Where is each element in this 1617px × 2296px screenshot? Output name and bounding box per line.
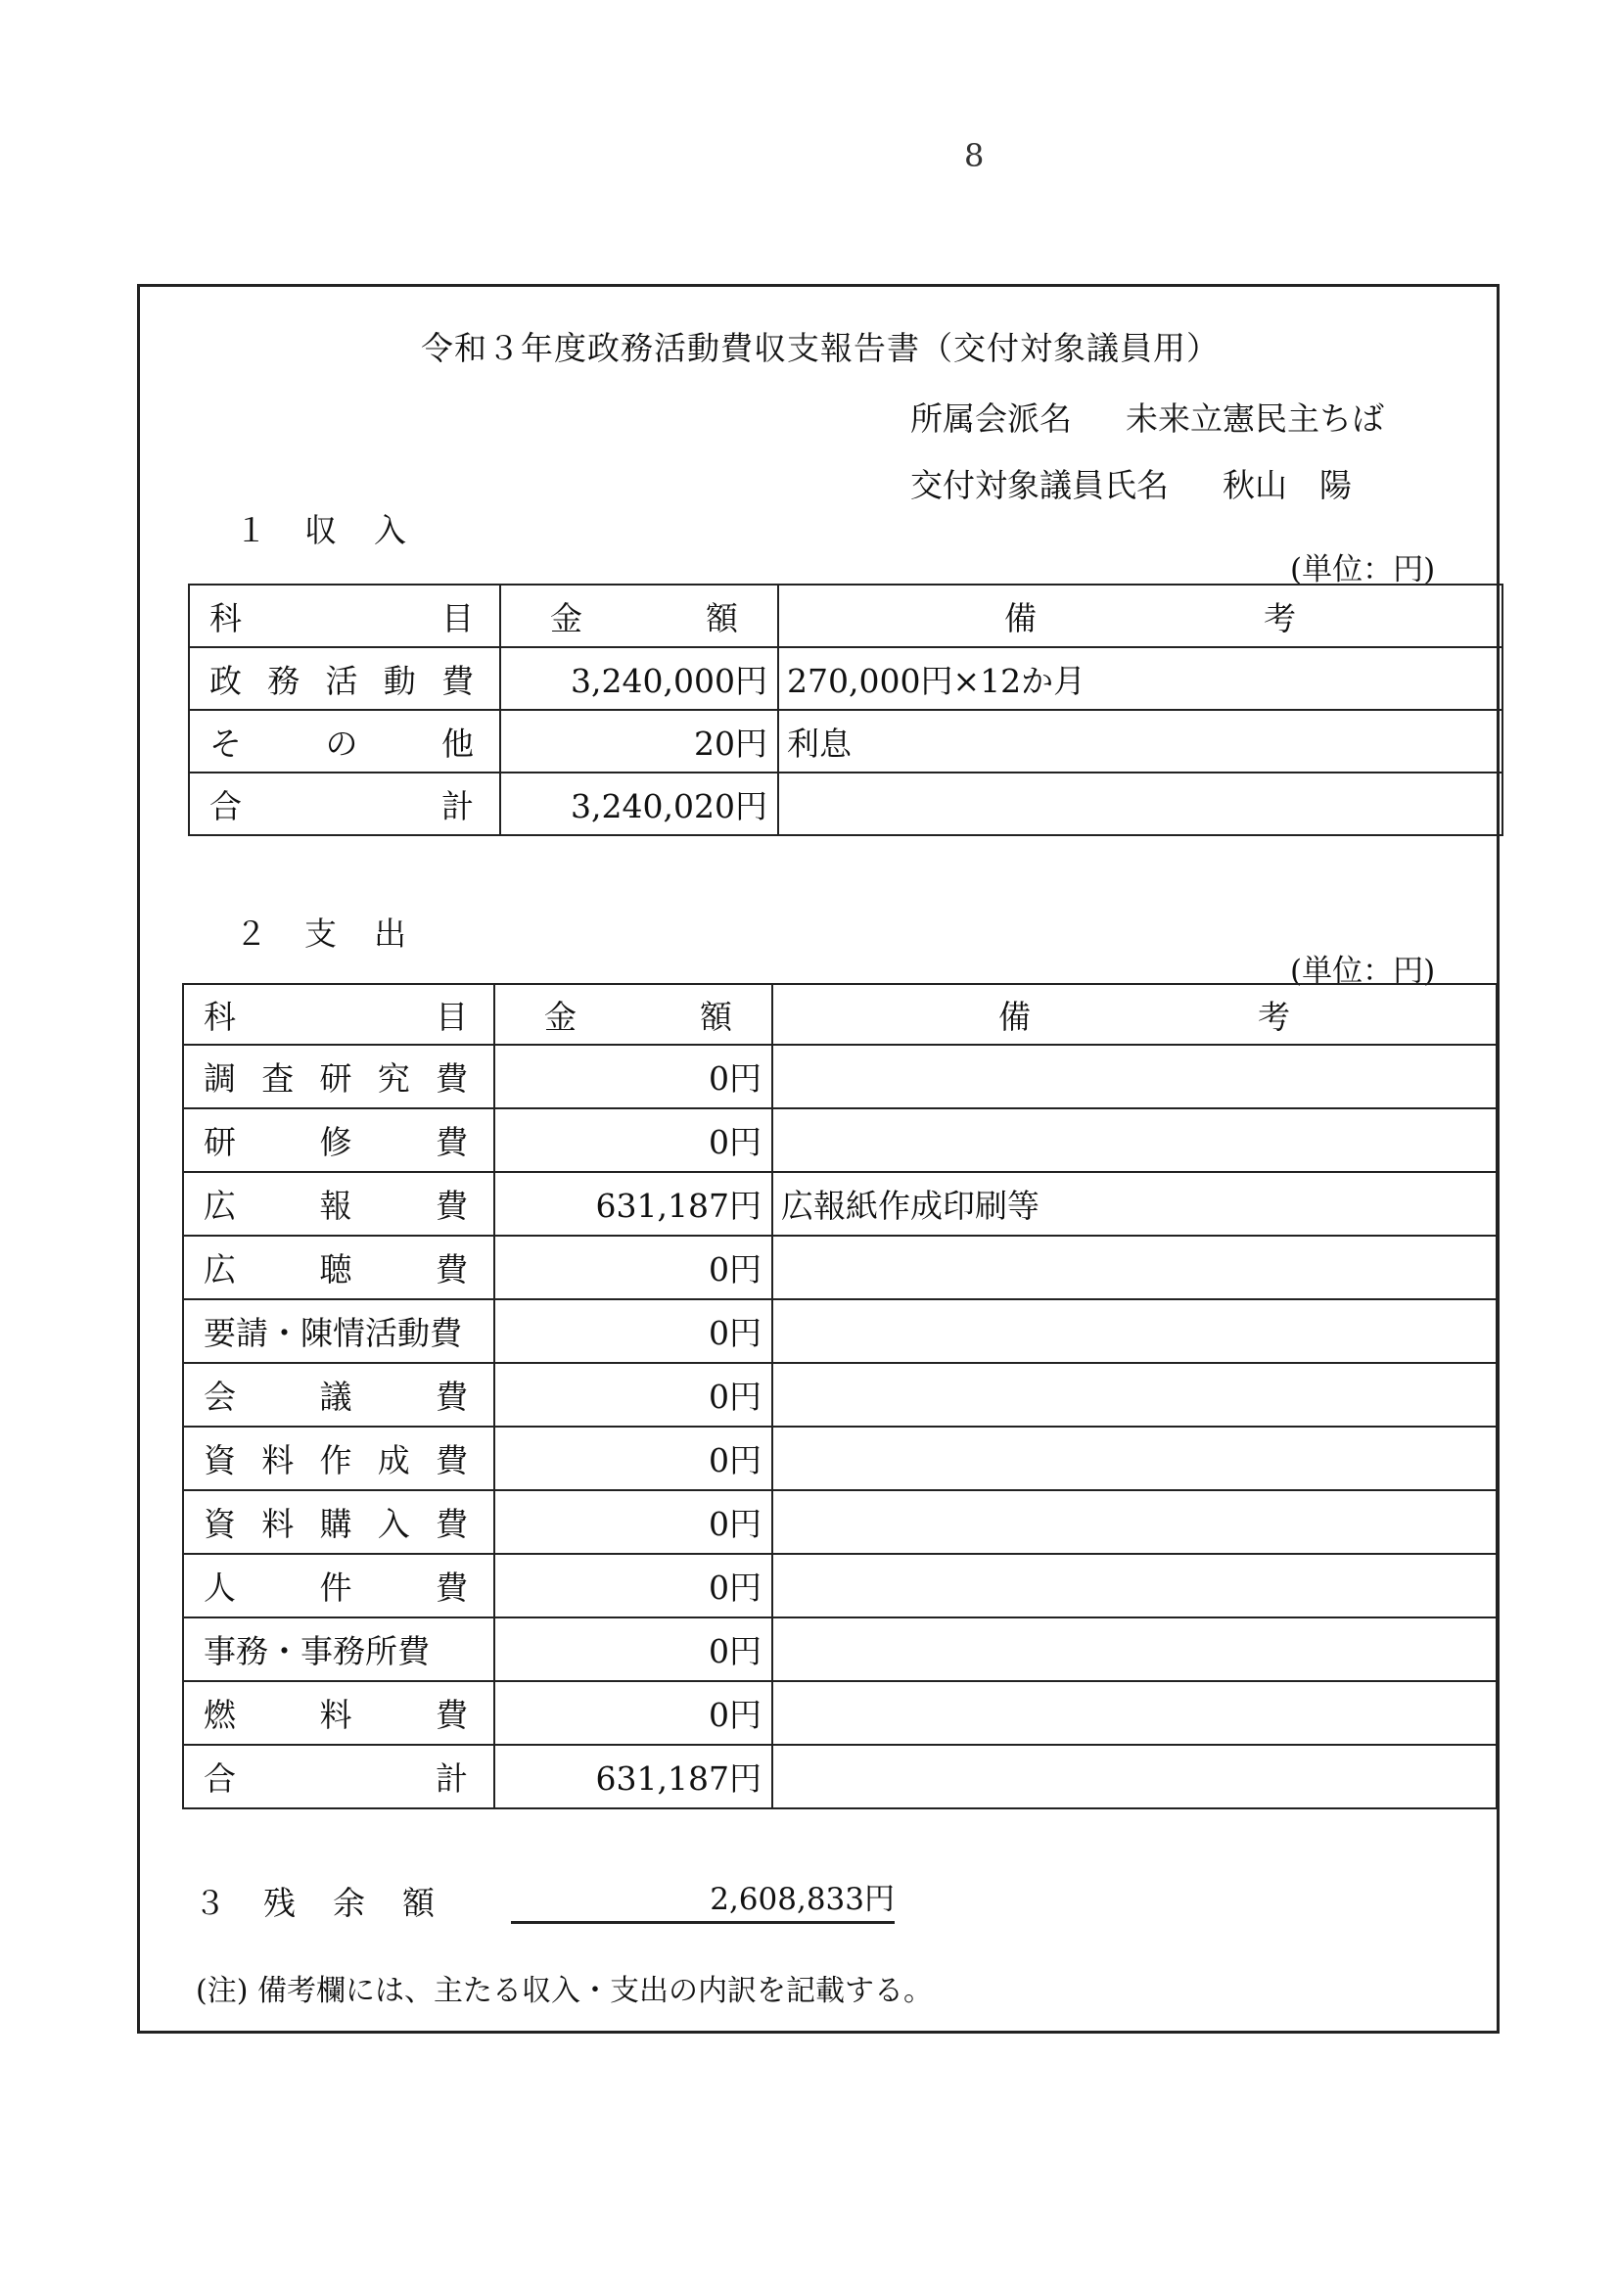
row-amount: 0円 bbox=[494, 1490, 772, 1554]
row-note bbox=[772, 1045, 1497, 1108]
row-note bbox=[772, 1681, 1497, 1745]
row-note: 270,000円×12か月 bbox=[778, 647, 1502, 710]
row-item: 事 務 ・ 事 務 所 費 bbox=[183, 1617, 494, 1681]
member-value: 秋山 陽 bbox=[1223, 466, 1352, 504]
table-row bbox=[189, 710, 1502, 773]
table-row bbox=[189, 647, 1502, 710]
row-amount: 631,187円 bbox=[494, 1172, 772, 1236]
page-mark: 8 bbox=[964, 137, 985, 174]
row-note bbox=[772, 1490, 1497, 1554]
member-line bbox=[910, 460, 1352, 506]
row-item: 研 修 費 bbox=[183, 1108, 494, 1172]
table-row bbox=[183, 1681, 1497, 1745]
row-item: 資 料 作 成 費 bbox=[183, 1427, 494, 1490]
row-item: 資 料 購 入 費 bbox=[183, 1490, 494, 1554]
row-item: 広 聴 費 bbox=[183, 1236, 494, 1299]
row-item: 人 件 費 bbox=[183, 1554, 494, 1617]
table-row bbox=[183, 1299, 1497, 1363]
row-item: 燃 料 費 bbox=[183, 1681, 494, 1745]
header-note: 備 考 bbox=[772, 984, 1497, 1045]
row-amount: 3,240,020円 bbox=[500, 773, 778, 835]
header-note: 備 考 bbox=[778, 585, 1502, 647]
table-row bbox=[183, 1490, 1497, 1554]
report-title: 令和３年度政務活動費収支報告書（交付対象議員用） bbox=[421, 329, 1220, 367]
table-row bbox=[183, 1108, 1497, 1172]
table-row bbox=[183, 1745, 1497, 1808]
row-amount: 0円 bbox=[494, 1427, 772, 1490]
table-header-row bbox=[183, 984, 1497, 1045]
balance-value: 2,608,833円 bbox=[511, 1874, 895, 1924]
table-row bbox=[183, 1236, 1497, 1299]
footnote: (注) 備考欄には、主たる収入・支出の内訳を記載する。 bbox=[196, 1974, 933, 2008]
row-amount: 0円 bbox=[494, 1236, 772, 1299]
table-row bbox=[189, 773, 1502, 835]
row-item: 調 査 研 究 費 bbox=[183, 1045, 494, 1108]
table-header-row bbox=[189, 585, 1502, 647]
header-item: 科 目 bbox=[189, 585, 500, 647]
header-amount: 金 額 bbox=[500, 585, 778, 647]
row-amount: 0円 bbox=[494, 1617, 772, 1681]
income-heading: １収入 bbox=[235, 511, 443, 549]
table-row bbox=[183, 1045, 1497, 1108]
row-note bbox=[772, 1554, 1497, 1617]
table-row bbox=[183, 1172, 1497, 1236]
row-amount: 0円 bbox=[494, 1554, 772, 1617]
row-note bbox=[778, 773, 1502, 835]
member-label: 交付対象議員氏名 bbox=[910, 466, 1169, 504]
faction-value: 未来立憲民主ちば bbox=[1126, 399, 1384, 438]
table-row bbox=[183, 1427, 1497, 1490]
row-note bbox=[772, 1236, 1497, 1299]
expense-heading: ２支出 bbox=[235, 914, 443, 953]
row-note bbox=[772, 1299, 1497, 1363]
income-table bbox=[188, 584, 1503, 836]
header-amount: 金 額 bbox=[494, 984, 772, 1045]
table-row bbox=[183, 1363, 1497, 1427]
faction-label: 所属会派名 bbox=[910, 399, 1072, 438]
row-note: 広報紙作成印刷等 bbox=[772, 1172, 1497, 1236]
row-note bbox=[772, 1363, 1497, 1427]
row-item: 合 計 bbox=[183, 1745, 494, 1808]
row-item: そ の 他 bbox=[189, 710, 500, 773]
row-note: 利息 bbox=[778, 710, 1502, 773]
expense-table bbox=[182, 983, 1498, 1809]
row-amount: 20円 bbox=[500, 710, 778, 773]
row-amount: 3,240,000円 bbox=[500, 647, 778, 710]
row-item: 政 務 活 動 費 bbox=[189, 647, 500, 710]
row-item: 会 議 費 bbox=[183, 1363, 494, 1427]
row-note bbox=[772, 1617, 1497, 1681]
table-row bbox=[183, 1617, 1497, 1681]
table-row bbox=[183, 1554, 1497, 1617]
row-amount: 0円 bbox=[494, 1045, 772, 1108]
row-item: 要 請 ・ 陳 情 活 動 費 bbox=[183, 1299, 494, 1363]
row-amount: 631,187円 bbox=[494, 1745, 772, 1808]
row-note bbox=[772, 1745, 1497, 1808]
faction-line bbox=[910, 394, 1384, 440]
row-note bbox=[772, 1427, 1497, 1490]
row-item: 合 計 bbox=[189, 773, 500, 835]
row-note bbox=[772, 1108, 1497, 1172]
header-item: 科 目 bbox=[183, 984, 494, 1045]
row-item: 広 報 費 bbox=[183, 1172, 494, 1236]
row-amount: 0円 bbox=[494, 1108, 772, 1172]
income-unit: (単位：円) bbox=[1290, 552, 1436, 587]
row-amount: 0円 bbox=[494, 1363, 772, 1427]
row-amount: 0円 bbox=[494, 1681, 772, 1745]
row-amount: 0円 bbox=[494, 1299, 772, 1363]
balance-label: ３残余額 bbox=[194, 1884, 472, 1922]
expense-unit: (単位：円) bbox=[1290, 954, 1436, 989]
